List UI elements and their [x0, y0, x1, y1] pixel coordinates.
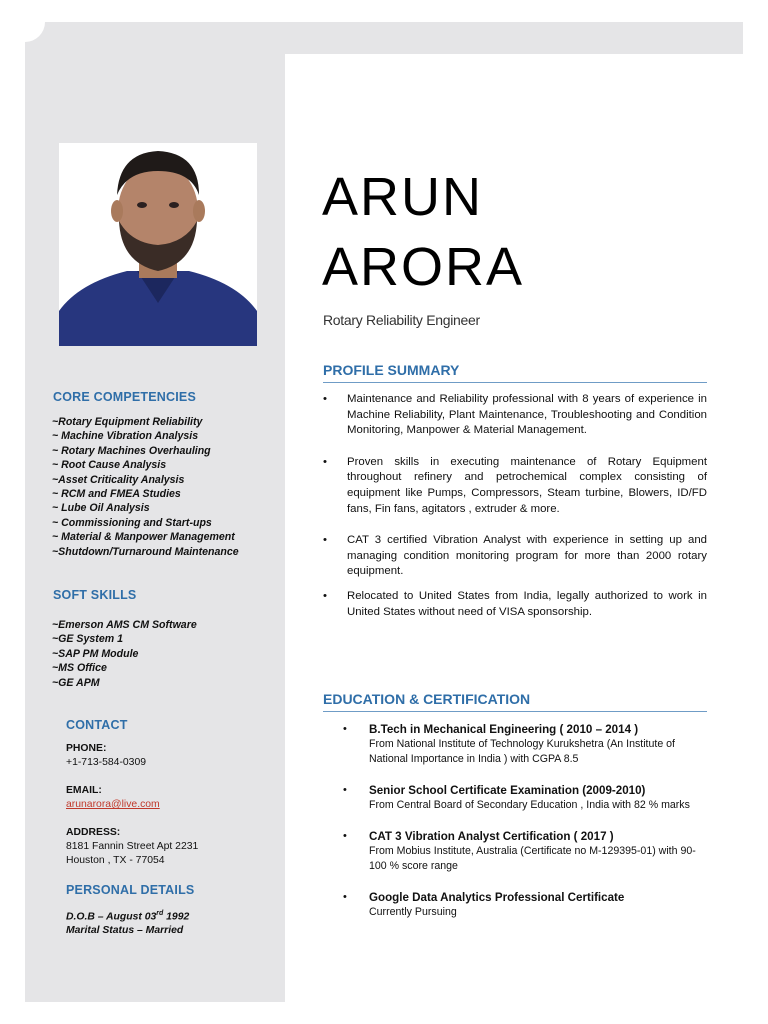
profile-photo: [59, 143, 257, 346]
header-curve: [285, 54, 405, 174]
list-item: ~Asset Criticality Analysis: [52, 473, 185, 486]
list-item: ~Emerson AMS CM Software: [52, 619, 197, 631]
list-item: ~Rotary Equipment Reliability: [52, 416, 203, 428]
profile-summary-list: [323, 392, 707, 620]
top-band: [285, 22, 743, 54]
education-title: CAT 3 Vibration Analyst Certification ( 2017 ): [369, 830, 614, 843]
education-heading: EDUCATION & CERTIFICATION: [323, 691, 707, 712]
list-item: ~ Machine Vibration Analysis: [52, 430, 199, 443]
list-item: • CAT 3 Vibration Analyst Certification ( 2017 ) From Mobius Institute, Australia (Certificate no M-129395-01) with 90-100 % score range: [343, 829, 708, 874]
list-item: ~GE System 1: [52, 633, 123, 646]
list-item: ~MS Office: [52, 662, 107, 675]
education-list: [343, 722, 708, 920]
education-title: B.Tech in Mechanical Engineering ( 2010 – 2014 ): [369, 723, 639, 736]
marital-status: Marital Status – Married: [66, 925, 184, 937]
list-item: ~GE APM: [52, 676, 100, 689]
phone-value: +1-713-584-0309: [66, 757, 147, 768]
job-title: Rotary Reliability Engineer: [323, 312, 480, 328]
education-detail: From Mobius Institute, Australia (Certificate no M-129395-01) with 90-100 % score range: [369, 845, 696, 872]
dob: D.O.B – August 03rd 1992: [66, 910, 190, 923]
address-label: ADDRESS:: [66, 827, 121, 838]
list-item: • B.Tech in Mechanical Engineering ( 2010 – 2014 ) From National Institute of Technology Kurukshetra (An Institute of National Importance in India ) with CGPA 8.5: [343, 722, 708, 767]
first-name: ARUN: [322, 167, 484, 227]
address-line-2: Houston , TX - 77054: [66, 855, 165, 866]
address-line-1: 8181 Fannin Street Apt 2231: [66, 841, 199, 852]
core-competencies-list: [52, 415, 239, 559]
core-competencies-heading: CORE COMPETENCIES: [53, 390, 196, 404]
last-name: ARORA: [322, 237, 525, 297]
contact-block: [66, 742, 198, 868]
list-item: ~ Rotary Machines Overhauling: [52, 444, 211, 457]
list-item: ~ Material & Manpower Management: [52, 531, 235, 544]
list-item: ~ Lube Oil Analysis: [52, 502, 150, 515]
list-item: ~ RCM and FMEA Studies: [52, 488, 181, 501]
contact-heading: CONTACT: [66, 718, 128, 732]
profile-summary-heading: PROFILE SUMMARY: [323, 362, 707, 383]
list-item: ~ Commissioning and Start-ups: [52, 516, 212, 529]
list-item: • Google Data Analytics Professional Certificate Currently Pursuing: [343, 890, 708, 920]
list-item: • Proven skills in executing maintenance of Rotary Equipment throughout refinery and petrochemical complex consisting of equipment like Pumps, Compressors, Steam turbine, Blowers, ID/FD fans, Fin fans, agitators , extruder & more.: [323, 455, 707, 515]
phone-label: PHONE:: [66, 743, 107, 754]
list-item: • Relocated to United States from India, legally authorized to work in United States without need of VISA sponsorship.: [323, 589, 707, 618]
education-title: Senior School Certificate Examination (2009-2010): [369, 784, 646, 797]
list-item: • Maintenance and Reliability professional with 8 years of experience in Machine Reliability, Plant Maintenance, Troubleshooting and Condition Monitoring, Manpower & Material Management.: [323, 393, 707, 437]
list-item: ~Shutdown/Turnaround Maintenance: [52, 545, 239, 558]
email-label: EMAIL:: [66, 785, 102, 796]
email-link[interactable]: arunarora@live.com: [66, 799, 160, 810]
personal-details: [66, 907, 189, 938]
soft-skills-heading: SOFT SKILLS: [53, 588, 137, 602]
soft-skills-list: [52, 618, 197, 690]
list-item: ~SAP PM Module: [52, 647, 139, 660]
education-detail: Currently Pursuing: [369, 906, 457, 918]
personal-details-heading: PERSONAL DETAILS: [66, 883, 195, 897]
education-detail: From National Institute of Technology Kurukshetra (An Institute of National Importance in India ) with CGPA 8.5: [369, 738, 676, 765]
education-title: Google Data Analytics Professional Certificate: [369, 891, 625, 904]
education-detail: From Central Board of Secondary Education , India with 82 % marks: [369, 799, 690, 811]
list-item: • Senior School Certificate Examination (2009-2010) From Central Board of Secondary Education , India with 82 % marks: [343, 783, 708, 813]
list-item: • CAT 3 certified Vibration Analyst with experience in setting up and managing condition monitoring program for more than 2000 rotary equipment.: [323, 534, 707, 578]
list-item: ~ Root Cause Analysis: [52, 459, 167, 472]
